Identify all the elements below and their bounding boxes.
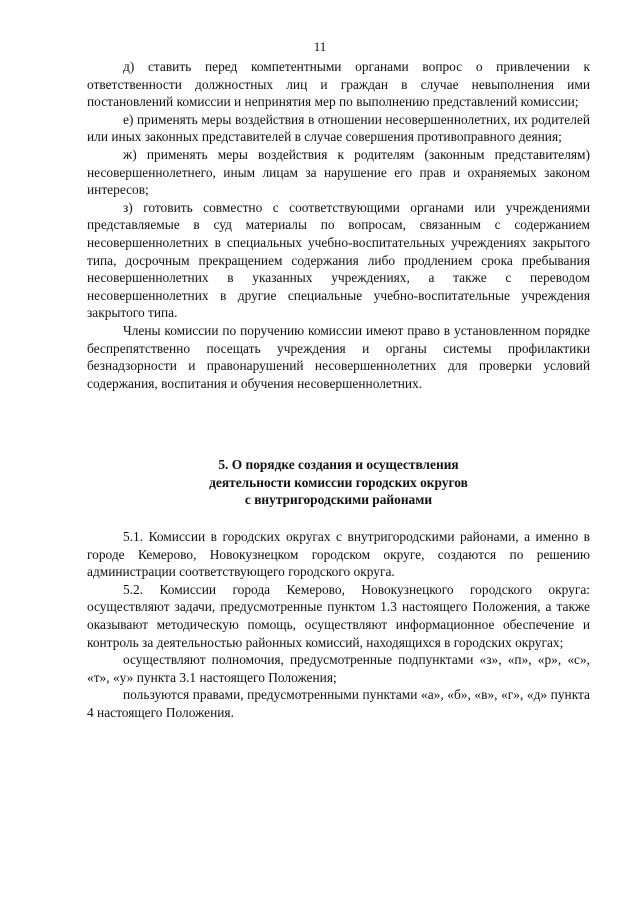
paragraph-5-2: 5.2. Комиссии города Кемерово, Новокузнецкого городского округа: осуществляют задачи, предусмотренные пунктом 1.3 настоящего Положения, а также оказывают методическую помощь, осуществляют информационное обеспечение и контроль за деятельностью районных комиссий, находящихся в городских округах; (87, 581, 590, 650)
item-zh-paragraph: ж) применять меры воздействия к родителям (законным представителям) несовершеннолетнего, иным лицам за нарушение его прав и охраняемых законом интересов; (87, 146, 590, 198)
section-heading-line-1: 5. О порядке создания и осуществления (218, 457, 459, 472)
paragraph-powers: осуществляют полномочия, предусмотренные подпунктами «з», «п», «р», «с», «т», «у» пункта 3.1 настоящего Положения; (87, 652, 590, 685)
section-heading-line-2: деятельности комиссии городских округов (209, 474, 468, 490)
members-visit-paragraph: Члены комиссии по поручению комиссии имеют право в установленном порядке беспрепятственно посещать учреждения и органы системы профилактики безнадзорности и правонарушений несовершеннолетних для проверки условий содержания, воспитания и обучения несовершеннолетних. (87, 322, 590, 391)
page-number: 11 (313, 39, 327, 54)
section-heading (87, 456, 590, 509)
section-body (87, 528, 590, 722)
section-heading-line-3: с внутригородскими районами (244, 492, 433, 507)
item-e-paragraph: е) применять меры воздействия в отношении несовершеннолетних, их родителей или иных законных представителей в случае совершения противоправного деяния; (87, 111, 590, 145)
paragraph-5-1: 5.1. Комиссии в городских округах с внутригородскими районами, а именно в городе Кемерово, Новокузнецком городском округе, создаются по решению администрации соответствующего городского округа. (87, 529, 590, 580)
paragraph-rights: пользуются правами, предусмотренными пунктами «а», «б», «в», «г», «д» пункта 4 настоящего Положения. (87, 687, 590, 720)
powers-list (87, 58, 590, 392)
item-z-paragraph: з) готовить совместно с соответствующими органами или учреждениями представляемые в суд материалы по вопросам, связанным с содержанием несовершеннолетних в специальных учебно-воспитательных учреждениях закрытого типа, досрочным прекращением содержания либо продлением срока пребывания несовершеннолетних в указанных учреждениях, а также с переводом несовершеннолетних в другие специальные учебно-воспитательные учреждения закрытого типа. (87, 199, 590, 321)
item-d-paragraph: д) ставить перед компетентными органами вопрос о привлечении к ответственности должностных лиц и граждан в случае невыполнения ими постановлений комиссии и непринятия мер по выполнению представлений комиссии; (87, 59, 590, 110)
